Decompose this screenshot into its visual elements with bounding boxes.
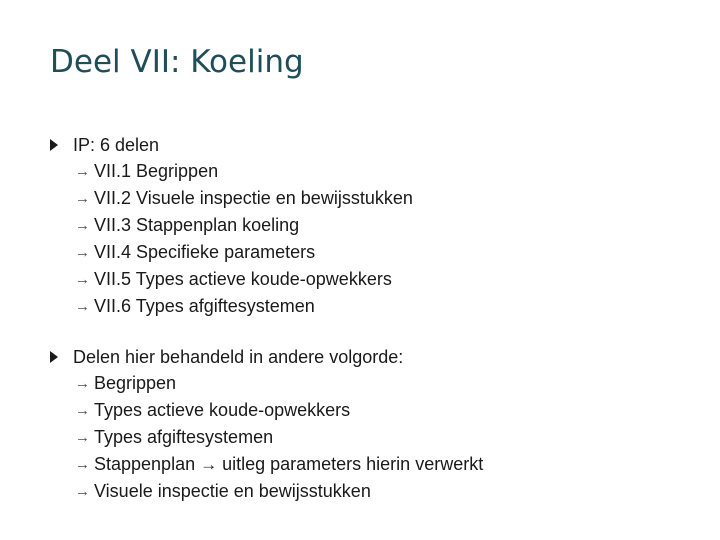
section-order xyxy=(50,344,690,505)
list-item xyxy=(50,158,690,185)
list-item-text xyxy=(94,451,483,478)
list-item-text: Types actieve koude-opwekkers xyxy=(94,400,351,420)
list-item-text: Visuele inspectie en bewijsstukken xyxy=(94,481,371,501)
list-item xyxy=(50,397,690,424)
bullet-item xyxy=(50,132,690,158)
list-item-text-after: uitleg parameters hierin verwerkt xyxy=(222,454,484,474)
sub-list xyxy=(50,158,690,320)
triangle-right-icon xyxy=(50,139,58,151)
arrow-right-icon: → xyxy=(75,244,90,261)
arrow-right-icon: → xyxy=(75,163,90,180)
arrow-right-icon: → xyxy=(200,455,218,474)
arrow-right-icon: → xyxy=(75,271,90,288)
bullet-item xyxy=(50,344,690,370)
triangle-right-icon xyxy=(50,351,58,363)
bullet-heading: Delen hier behandeld in andere volgorde: xyxy=(73,347,404,367)
arrow-right-icon: → xyxy=(75,456,90,473)
slide-title: Deel VII: Koeling xyxy=(50,44,304,80)
list-item xyxy=(50,185,690,212)
list-item-text: VII.2 Visuele inspectie en bewijsstukken xyxy=(94,188,413,208)
bullet-heading: IP: 6 delen xyxy=(73,135,160,155)
list-item-text: VII.6 Types afgiftesystemen xyxy=(94,296,315,316)
sub-list xyxy=(50,370,690,505)
list-item-text: VII.4 Specifieke parameters xyxy=(94,242,316,262)
arrow-right-icon: → xyxy=(75,483,90,500)
list-item xyxy=(50,451,690,478)
arrow-right-icon: → xyxy=(75,298,90,315)
list-item xyxy=(50,424,690,451)
arrow-right-icon: → xyxy=(75,217,90,234)
list-item-text: Types afgiftesystemen xyxy=(94,427,274,447)
list-item-text: Begrippen xyxy=(94,373,177,393)
list-item xyxy=(50,212,690,239)
arrow-right-icon: → xyxy=(75,402,90,419)
list-item xyxy=(50,266,690,293)
list-item-text-before: Stappenplan xyxy=(94,454,196,474)
list-item-text: VII.3 Stappenplan koeling xyxy=(94,215,300,235)
list-item xyxy=(50,293,690,320)
arrow-right-icon: → xyxy=(75,375,90,392)
arrow-right-icon: → xyxy=(75,429,90,446)
list-item-text: VII.1 Begrippen xyxy=(94,161,219,181)
list-item xyxy=(50,478,690,505)
list-item-text: VII.5 Types actieve koude-opwekkers xyxy=(94,269,392,289)
arrow-right-icon: → xyxy=(75,190,90,207)
list-item xyxy=(50,239,690,266)
list-item xyxy=(50,370,690,397)
section-ip xyxy=(50,132,690,320)
